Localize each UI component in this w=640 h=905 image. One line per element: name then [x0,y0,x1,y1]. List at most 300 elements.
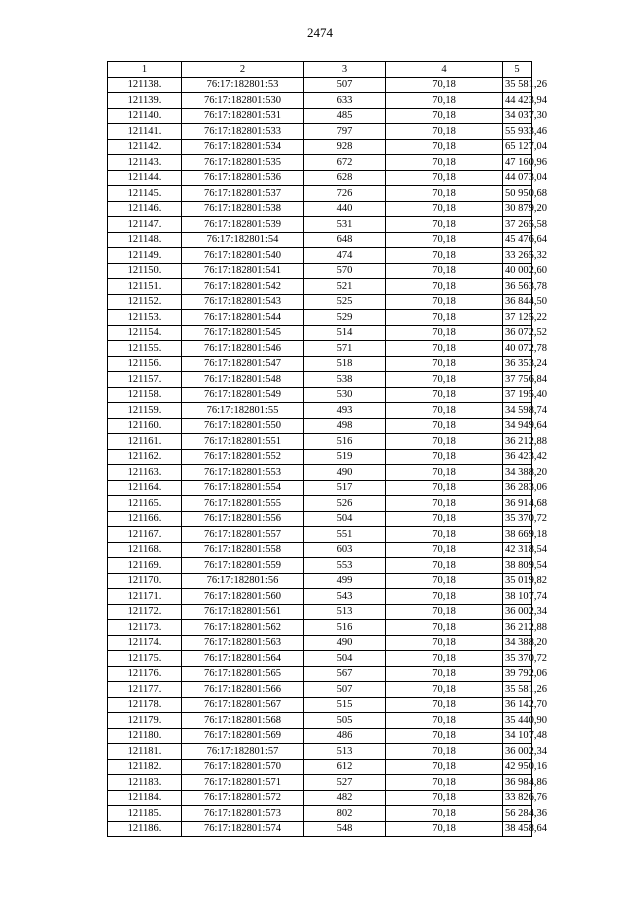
rate-value: 70,18 [386,77,503,93]
table-row [108,790,532,806]
table-row [108,589,532,605]
area-value: 513 [304,604,386,620]
table-row [108,372,532,388]
area-value: 504 [304,651,386,667]
table-row [108,77,532,93]
amount-value: 34 037,30 [503,108,532,124]
cadastral-number: 76:17:182801:538 [182,201,304,217]
amount-value: 40 002,60 [503,263,532,279]
row-number: 121138. [108,77,182,93]
table-row [108,542,532,558]
column-header-5: 5 [503,62,532,78]
cadastral-number: 76:17:182801:552 [182,449,304,465]
row-number: 121148. [108,232,182,248]
row-number: 121143. [108,155,182,171]
area-value: 538 [304,372,386,388]
area-value: 726 [304,186,386,202]
table-row [108,232,532,248]
table-row [108,139,532,155]
cadastral-number: 76:17:182801:566 [182,682,304,698]
table-row [108,620,532,636]
table-row [108,93,532,109]
area-value: 672 [304,155,386,171]
rate-value: 70,18 [386,139,503,155]
table-row [108,418,532,434]
rate-value: 70,18 [386,263,503,279]
amount-value: 39 792,06 [503,666,532,682]
row-number: 121154. [108,325,182,341]
area-value: 531 [304,217,386,233]
rate-value: 70,18 [386,573,503,589]
table-row [108,775,532,791]
rate-value: 70,18 [386,744,503,760]
row-number: 121153. [108,310,182,326]
table-row [108,697,532,713]
amount-value: 36 072,52 [503,325,532,341]
rate-value: 70,18 [386,790,503,806]
amount-value: 42 950,16 [503,759,532,775]
amount-value: 34 388,20 [503,465,532,481]
rate-value: 70,18 [386,558,503,574]
table-row [108,403,532,419]
area-value: 505 [304,713,386,729]
row-number: 121182. [108,759,182,775]
table-row [108,325,532,341]
row-number: 121141. [108,124,182,140]
area-value: 529 [304,310,386,326]
amount-value: 37 756,84 [503,372,532,388]
table-row [108,449,532,465]
table-row [108,341,532,357]
table-row [108,682,532,698]
area-value: 514 [304,325,386,341]
amount-value: 36 002,34 [503,604,532,620]
row-number: 121159. [108,403,182,419]
area-value: 516 [304,434,386,450]
row-number: 121158. [108,387,182,403]
table-row [108,294,532,310]
amount-value: 35 370,72 [503,511,532,527]
rate-value: 70,18 [386,434,503,450]
table-row [108,651,532,667]
table-row [108,465,532,481]
table-row [108,155,532,171]
amount-value: 34 598,74 [503,403,532,419]
rate-value: 70,18 [386,356,503,372]
rate-value: 70,18 [386,806,503,822]
row-number: 121160. [108,418,182,434]
area-value: 519 [304,449,386,465]
table-row [108,744,532,760]
area-value: 498 [304,418,386,434]
table-row [108,356,532,372]
cadastral-number: 76:17:182801:55 [182,403,304,419]
cadastral-number: 76:17:182801:559 [182,558,304,574]
cadastral-number: 76:17:182801:540 [182,248,304,264]
row-number: 121150. [108,263,182,279]
row-number: 121144. [108,170,182,186]
area-value: 507 [304,77,386,93]
table-row [108,558,532,574]
rate-value: 70,18 [386,682,503,698]
cadastral-number: 76:17:182801:56 [182,573,304,589]
row-number: 121152. [108,294,182,310]
area-value: 521 [304,279,386,295]
amount-value: 45 476,64 [503,232,532,248]
row-number: 121166. [108,511,182,527]
cadastral-number: 76:17:182801:53 [182,77,304,93]
cadastral-number: 76:17:182801:554 [182,480,304,496]
table-row [108,821,532,837]
row-number: 121173. [108,620,182,636]
amount-value: 35 581,26 [503,77,532,93]
amount-value: 65 127,04 [503,139,532,155]
cadastral-number: 76:17:182801:570 [182,759,304,775]
row-number: 121142. [108,139,182,155]
row-number: 121167. [108,527,182,543]
row-number: 121165. [108,496,182,512]
rate-value: 70,18 [386,713,503,729]
amount-value: 35 581,26 [503,682,532,698]
table-row [108,635,532,651]
row-number: 121178. [108,697,182,713]
page-number: 2474 [307,25,333,40]
amount-value: 37 265,58 [503,217,532,233]
cadastral-number: 76:17:182801:537 [182,186,304,202]
area-value: 440 [304,201,386,217]
rate-value: 70,18 [386,325,503,341]
cadastral-number: 76:17:182801:557 [182,527,304,543]
row-number: 121181. [108,744,182,760]
rate-value: 70,18 [386,387,503,403]
cadastral-number: 76:17:182801:549 [182,387,304,403]
rate-value: 70,18 [386,93,503,109]
area-value: 490 [304,465,386,481]
table-row [108,170,532,186]
row-number: 121171. [108,589,182,605]
cadastral-number: 76:17:182801:546 [182,341,304,357]
amount-value: 44 423,94 [503,93,532,109]
amount-value: 36 423,42 [503,449,532,465]
cadastral-number: 76:17:182801:531 [182,108,304,124]
area-value: 513 [304,744,386,760]
rate-value: 70,18 [386,759,503,775]
cadastral-number: 76:17:182801:541 [182,263,304,279]
table-body [108,77,547,837]
amount-value: 36 844,50 [503,294,532,310]
table-row [108,279,532,295]
area-value: 802 [304,806,386,822]
area-value: 603 [304,542,386,558]
area-value: 516 [304,620,386,636]
table-row [108,496,532,512]
area-value: 490 [304,635,386,651]
amount-value: 36 212,88 [503,434,532,450]
area-value: 530 [304,387,386,403]
amount-value: 35 019,82 [503,573,532,589]
table-header-row [108,62,532,78]
area-value: 633 [304,93,386,109]
row-number: 121185. [108,806,182,822]
row-number: 121163. [108,465,182,481]
amount-value: 34 949,64 [503,418,532,434]
table-row [108,263,532,279]
table-row [108,186,532,202]
amount-value: 30 879,20 [503,201,532,217]
rate-value: 70,18 [386,341,503,357]
amount-value: 36 914,68 [503,496,532,512]
cadastral-number: 76:17:182801:544 [182,310,304,326]
rate-value: 70,18 [386,186,503,202]
area-value: 507 [304,682,386,698]
area-value: 499 [304,573,386,589]
amount-value: 33 826,76 [503,790,532,806]
amount-value: 37 125,22 [503,310,532,326]
rate-value: 70,18 [386,589,503,605]
rate-value: 70,18 [386,651,503,667]
rate-value: 70,18 [386,248,503,264]
rate-value: 70,18 [386,310,503,326]
amount-value: 38 458,64 [503,821,532,837]
row-number: 121146. [108,201,182,217]
row-number: 121140. [108,108,182,124]
row-number: 121149. [108,248,182,264]
column-header-3: 3 [304,62,386,78]
amount-value: 34 107,48 [503,728,532,744]
area-value: 571 [304,341,386,357]
cadastral-number: 76:17:182801:556 [182,511,304,527]
cadastral-number: 76:17:182801:573 [182,806,304,822]
row-number: 121162. [108,449,182,465]
area-value: 482 [304,790,386,806]
area-value: 504 [304,511,386,527]
area-value: 797 [304,124,386,140]
table-row [108,108,532,124]
rate-value: 70,18 [386,511,503,527]
row-number: 121170. [108,573,182,589]
rate-value: 70,18 [386,480,503,496]
row-number: 121180. [108,728,182,744]
rate-value: 70,18 [386,124,503,140]
cadastral-number: 76:17:182801:551 [182,434,304,450]
cadastral-number: 76:17:182801:574 [182,821,304,837]
cadastral-number: 76:17:182801:561 [182,604,304,620]
cadastral-number: 76:17:182801:548 [182,372,304,388]
rate-value: 70,18 [386,775,503,791]
area-value: 518 [304,356,386,372]
cadastral-number: 76:17:182801:543 [182,294,304,310]
row-number: 121161. [108,434,182,450]
cadastral-number: 76:17:182801:572 [182,790,304,806]
rate-value: 70,18 [386,821,503,837]
row-number: 121184. [108,790,182,806]
rate-value: 70,18 [386,449,503,465]
row-number: 121169. [108,558,182,574]
cadastral-number: 76:17:182801:569 [182,728,304,744]
amount-value: 50 950,68 [503,186,532,202]
row-number: 121157. [108,372,182,388]
rate-value: 70,18 [386,620,503,636]
area-value: 543 [304,589,386,605]
amount-value: 36 142,70 [503,697,532,713]
table-row [108,387,532,403]
rate-value: 70,18 [386,418,503,434]
area-value: 525 [304,294,386,310]
cadastral-number: 76:17:182801:560 [182,589,304,605]
row-number: 121168. [108,542,182,558]
rate-value: 70,18 [386,728,503,744]
area-value: 517 [304,480,386,496]
registry-table [107,61,547,837]
cadastral-number: 76:17:182801:542 [182,279,304,295]
row-number: 121172. [108,604,182,620]
amount-value: 55 933,46 [503,124,532,140]
cadastral-number: 76:17:182801:539 [182,217,304,233]
rate-value: 70,18 [386,294,503,310]
cadastral-number: 76:17:182801:545 [182,325,304,341]
cadastral-number: 76:17:182801:571 [182,775,304,791]
cadastral-number: 76:17:182801:534 [182,139,304,155]
table-row [108,527,532,543]
row-number: 121139. [108,93,182,109]
cadastral-number: 76:17:182801:536 [182,170,304,186]
amount-value: 36 563,78 [503,279,532,295]
rate-value: 70,18 [386,697,503,713]
area-value: 570 [304,263,386,279]
cadastral-number: 76:17:182801:563 [182,635,304,651]
table-row [108,666,532,682]
area-value: 612 [304,759,386,775]
amount-value: 38 669,18 [503,527,532,543]
cadastral-number: 76:17:182801:558 [182,542,304,558]
rate-value: 70,18 [386,279,503,295]
area-value: 474 [304,248,386,264]
amount-value: 47 160,96 [503,155,532,171]
area-value: 928 [304,139,386,155]
amount-value: 33 265,32 [503,248,532,264]
table-row [108,759,532,775]
area-value: 567 [304,666,386,682]
table-row [108,248,532,264]
row-number: 121175. [108,651,182,667]
table-row [108,806,532,822]
area-value: 628 [304,170,386,186]
table-row [108,201,532,217]
rate-value: 70,18 [386,232,503,248]
amount-value: 36 002,34 [503,744,532,760]
rate-value: 70,18 [386,635,503,651]
cadastral-number: 76:17:182801:533 [182,124,304,140]
rate-value: 70,18 [386,155,503,171]
amount-value: 35 440,90 [503,713,532,729]
row-number: 121151. [108,279,182,295]
cadastral-number: 76:17:182801:562 [182,620,304,636]
table-row [108,713,532,729]
row-number: 121176. [108,666,182,682]
table-row [108,728,532,744]
cadastral-number: 76:17:182801:565 [182,666,304,682]
amount-value: 36 984,86 [503,775,532,791]
area-value: 485 [304,108,386,124]
table-row [108,604,532,620]
cadastral-number: 76:17:182801:567 [182,697,304,713]
cadastral-number: 76:17:182801:568 [182,713,304,729]
amount-value: 56 284,36 [503,806,532,822]
area-value: 526 [304,496,386,512]
area-value: 486 [304,728,386,744]
row-number: 121155. [108,341,182,357]
rate-value: 70,18 [386,542,503,558]
amount-value: 38 809,54 [503,558,532,574]
table-row [108,217,532,233]
rate-value: 70,18 [386,403,503,419]
row-number: 121145. [108,186,182,202]
row-number: 121177. [108,682,182,698]
row-number: 121156. [108,356,182,372]
cadastral-number: 76:17:182801:555 [182,496,304,512]
cadastral-number: 76:17:182801:550 [182,418,304,434]
area-value: 493 [304,403,386,419]
rate-value: 70,18 [386,201,503,217]
rate-value: 70,18 [386,604,503,620]
area-value: 548 [304,821,386,837]
rate-value: 70,18 [386,465,503,481]
cadastral-number: 76:17:182801:564 [182,651,304,667]
cadastral-number: 76:17:182801:530 [182,93,304,109]
area-value: 527 [304,775,386,791]
rate-value: 70,18 [386,217,503,233]
area-value: 553 [304,558,386,574]
row-number: 121186. [108,821,182,837]
cadastral-number: 76:17:182801:54 [182,232,304,248]
amount-value: 36 212,88 [503,620,532,636]
row-number: 121179. [108,713,182,729]
table-row [108,480,532,496]
rate-value: 70,18 [386,170,503,186]
table-row [108,434,532,450]
row-number: 121183. [108,775,182,791]
area-value: 648 [304,232,386,248]
row-number: 121174. [108,635,182,651]
table-row [108,310,532,326]
rate-value: 70,18 [386,666,503,682]
rate-value: 70,18 [386,372,503,388]
column-header-1: 1 [108,62,182,78]
column-header-2: 2 [182,62,304,78]
cadastral-number: 76:17:182801:547 [182,356,304,372]
area-value: 551 [304,527,386,543]
amount-value: 40 072,78 [503,341,532,357]
cadastral-number: 76:17:182801:553 [182,465,304,481]
table-row [108,124,532,140]
amount-value: 37 195,40 [503,387,532,403]
row-number: 121164. [108,480,182,496]
cadastral-number: 76:17:182801:57 [182,744,304,760]
rate-value: 70,18 [386,527,503,543]
column-header-4: 4 [386,62,503,78]
amount-value: 44 073,04 [503,170,532,186]
amount-value: 35 370,72 [503,651,532,667]
table-row [108,573,532,589]
area-value: 515 [304,697,386,713]
amount-value: 42 318,54 [503,542,532,558]
amount-value: 36 283,06 [503,480,532,496]
rate-value: 70,18 [386,496,503,512]
amount-value: 34 388,20 [503,635,532,651]
cadastral-number: 76:17:182801:535 [182,155,304,171]
table-row [108,511,532,527]
row-number: 121147. [108,217,182,233]
